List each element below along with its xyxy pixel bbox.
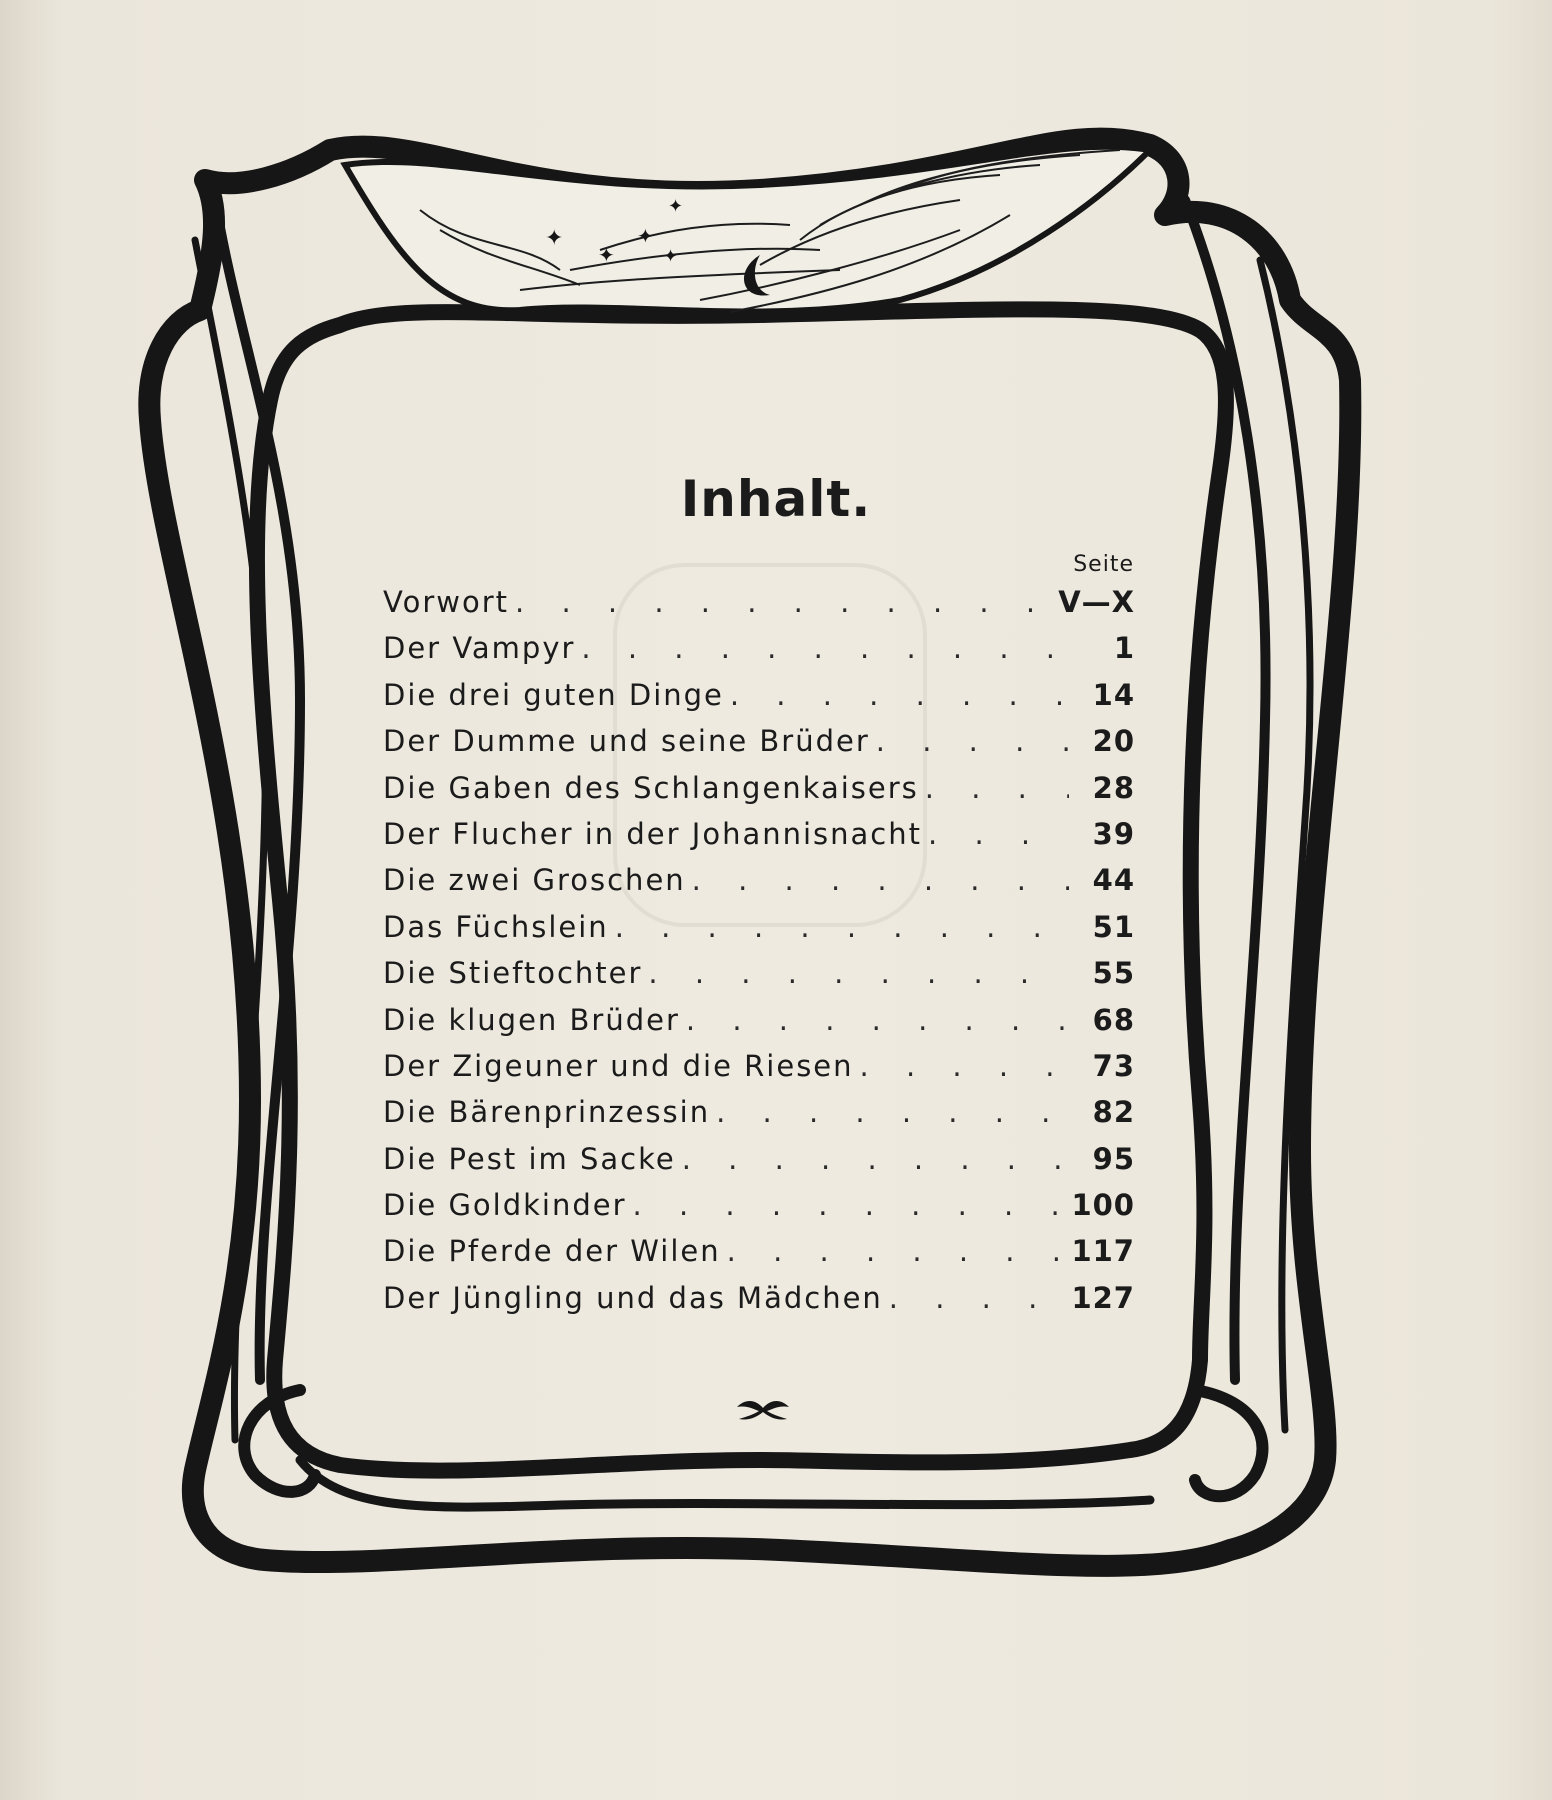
svg-text:✦: ✦ <box>668 196 684 217</box>
toc-entry-title: Die Gaben des Schlangenkaisers <box>383 770 919 805</box>
toc-entry-page: 28 <box>1092 770 1135 805</box>
toc-entry-title: Der Zigeuner und die Riesen <box>383 1048 854 1083</box>
dot-leader <box>730 678 1069 712</box>
svg-text:✦: ✦ <box>545 226 564 251</box>
toc-entry-title: Das Füchslein <box>383 909 609 944</box>
dot-leader <box>928 817 1069 851</box>
toc-entry[interactable] <box>383 910 1135 956</box>
toc-entry-page: 117 <box>1071 1234 1135 1269</box>
leaf-fleuron-icon <box>733 1393 793 1423</box>
toc-entry[interactable] <box>383 1188 1135 1234</box>
page-title: Inhalt. <box>680 470 872 528</box>
dot-leader <box>692 863 1069 897</box>
dot-leader <box>925 771 1069 805</box>
dot-leader <box>633 1188 1066 1222</box>
toc-entry[interactable] <box>383 1142 1135 1188</box>
dot-leader <box>682 1142 1069 1176</box>
toc-entry-page: 20 <box>1092 724 1135 759</box>
toc-entry-title: Die Goldkinder <box>383 1188 627 1223</box>
toc-entry-title: Die drei guten Dinge <box>383 677 724 712</box>
toc-entry[interactable] <box>383 817 1135 863</box>
dot-leader <box>716 1095 1069 1129</box>
toc-entry-title: Die Bärenprinzessin <box>383 1095 711 1130</box>
toc-entry-title: Der Jüngling und das Mädchen <box>383 1280 883 1315</box>
toc-entry[interactable] <box>383 1281 1135 1327</box>
toc-entry-page: 1 <box>1113 631 1135 666</box>
toc-entry-page: 68 <box>1092 1002 1135 1037</box>
toc-entry-page: 44 <box>1092 863 1135 898</box>
toc-entry-page: 73 <box>1092 1048 1135 1083</box>
toc-entry[interactable] <box>383 585 1135 631</box>
dot-leader <box>515 585 1052 619</box>
table-of-contents <box>383 585 1135 1327</box>
toc-entry-title: Der Flucher in der Johannisnacht <box>383 816 923 851</box>
toc-entry-title: Der Vampyr <box>383 631 576 666</box>
page-column-label: Seite <box>1073 552 1134 577</box>
dot-leader <box>581 631 1069 665</box>
toc-entry[interactable] <box>383 956 1135 1002</box>
dot-leader <box>889 1281 1066 1315</box>
toc-entry[interactable] <box>383 771 1135 817</box>
toc-entry-page: 127 <box>1071 1280 1135 1315</box>
toc-entry-page: 100 <box>1071 1188 1135 1223</box>
toc-entry-page: 14 <box>1092 677 1135 712</box>
toc-entry-title: Die Stieftochter <box>383 956 643 991</box>
toc-entry-page: 82 <box>1092 1095 1135 1130</box>
toc-entry-page: 95 <box>1092 1141 1135 1176</box>
toc-entry-title: Die klugen Brüder <box>383 1002 680 1037</box>
toc-entry[interactable] <box>383 1049 1135 1095</box>
toc-entry-title: Der Dumme und seine Brüder <box>383 724 870 759</box>
toc-entry[interactable] <box>383 1234 1135 1280</box>
dot-leader <box>686 1003 1069 1037</box>
toc-entry-title: Die Pest im Sacke <box>383 1141 676 1176</box>
toc-entry-page: 55 <box>1092 956 1135 991</box>
toc-entry[interactable] <box>383 1003 1135 1049</box>
toc-entry-page: 39 <box>1092 816 1135 851</box>
crescent-moon-stars-illustration <box>345 147 1150 312</box>
toc-entry-title: Vorwort <box>383 585 510 619</box>
dot-leader <box>648 956 1069 990</box>
svg-text:✦: ✦ <box>637 224 654 248</box>
dot-leader <box>615 910 1069 944</box>
toc-entry[interactable] <box>383 678 1135 724</box>
dot-leader <box>876 724 1069 758</box>
toc-entry[interactable] <box>383 724 1135 770</box>
svg-text:✦: ✦ <box>598 243 615 267</box>
dot-leader <box>727 1234 1066 1268</box>
toc-entry-title: Die zwei Groschen <box>383 863 686 898</box>
toc-entry[interactable] <box>383 863 1135 909</box>
toc-entry[interactable] <box>383 631 1135 677</box>
toc-entry[interactable] <box>383 1095 1135 1141</box>
dot-leader <box>860 1049 1069 1083</box>
svg-text:✦: ✦ <box>663 246 679 267</box>
toc-entry-page: V—X <box>1058 585 1135 619</box>
toc-entry-page: 51 <box>1092 909 1135 944</box>
toc-entry-title: Die Pferde der Wilen <box>383 1234 721 1269</box>
